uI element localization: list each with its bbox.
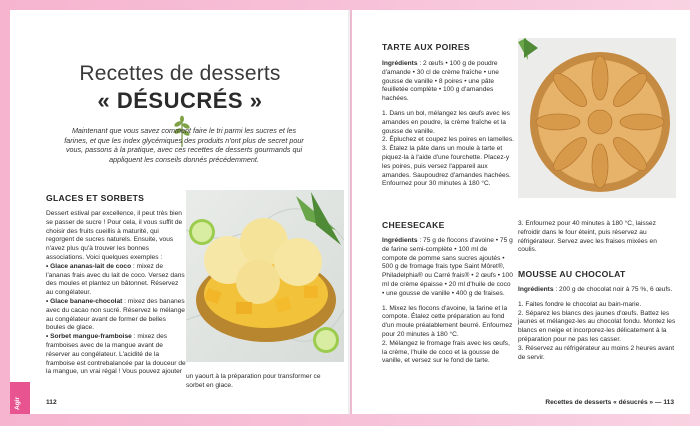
ingredients-text: : 2 œufs • 100 g de poudre d'amande • 30 cl de crème fraîche • une gousse de vanille • 8 poires • une pâte feuilletée complète • 100 g d'amandes hachées. <box>382 60 499 103</box>
glaces-item-ananas <box>46 263 186 298</box>
tarte-step-1: 1. Dans un bol, mélangez les œufs avec les amandes en poudre, la crème fraîche et la gousse de vanille. <box>382 109 510 135</box>
ingredients-text: : 200 g de chocolat noir à 75 %, 6 œufs. <box>553 286 673 293</box>
glaces-intro: Dessert estival par excellence, il peut très bien se passer de sucre ! Pour cela, il vous suffit de choisir des fruits cueillis à maturité, qui regorgent de sucres naturels. Ensuite, vous n'avez plus qu'à trouver les bonnes associations. Voici quelques exemples : <box>46 210 183 261</box>
cheesecake-step-3: 3. Enfournez pour 40 minutes à 180 °C, laissez refroidir dans le four éteint, puis réservez au réfrigérateur. Servez avec les fraises mixées en coulis. <box>518 220 657 254</box>
item-label: • Sorbet mangue-framboise <box>46 333 132 341</box>
tarte-step-2: 2. Épluchez et coupez les poires en lamelles. <box>382 136 514 144</box>
page-title-line2: « DÉSUCRÉS » <box>97 88 263 113</box>
section-heading-tarte: TARTE AUX POIRES <box>382 42 470 52</box>
glaces-tail-text: un yaourt à la préparation pour transformer ce sorbet en glace. <box>186 373 321 389</box>
mousse-step-2: 2. Séparez les blancs des jaunes d'œufs. Battez les jaunes et mélangez-les au chocolat fondu. Montez les blancs en neige et incorporez-les délicatement à la préparation pour ne pas les casser. <box>518 309 676 343</box>
left-page <box>10 10 350 414</box>
cheesecake-step-2: 2. Mélangez le fromage frais avec les œufs, la crème, l'huile de coco et la gousse de vanille, et versez sur le fond de tarte. <box>382 339 510 365</box>
side-tab-label: Agir <box>14 396 21 410</box>
cheesecake-step-1: 1. Mixez les flocons d'avoine, la farine et la compote. Étalez cette préparation au fond d'un moule préalablement beurré. Enfournez pour 20 minutes à 180 °C. <box>382 304 513 338</box>
tarte-step-3: 3. Étalez la pâte dans un moule à tarte et piquez-la à l'aide d'une fourchette. Placez-y les poires, puis versez l'appareil aux amandes. Saupoudrez d'amandes hachées. Enfournez pour 30 minutes à 180 °C. <box>382 145 511 188</box>
item-text: : mixez des bananes avec du cacao non sucré. Réservez le mélange au congélateur avant de former de belles boules de glace. <box>46 297 185 332</box>
section-heading-glaces: GLACES ET SORBETS <box>46 193 145 203</box>
item-text: : mixez des framboises avec de la mangue avant de réserver au congélateur. L'acidité de la framboise est contrebalancée par la douceur de la mangue, un vrai régal ! Vous pouvez ajouter <box>46 333 186 376</box>
page-footer-right: Recettes de desserts « désucrés » — 113 <box>545 399 674 406</box>
tarte-text-column <box>382 60 514 189</box>
mousse-step-1: 1. Faites fondre le chocolat au bain-marie. <box>518 300 642 308</box>
cheesecake-continued <box>518 220 676 255</box>
tarte-ingredients <box>382 60 514 104</box>
side-tab <box>10 382 30 414</box>
mousse-step-3: 3. Réservez au réfrigérateur au moins 2 heures avant de servir. <box>518 344 675 361</box>
ingredients-label: Ingrédients <box>382 237 418 244</box>
glaces-item-banane <box>46 298 186 333</box>
cheesecake-text-column <box>382 237 514 366</box>
item-label: • Glace ananas-lait de coco <box>46 262 132 270</box>
ingredients-text: : 75 g de flocons d'avoine • 75 g de farine semi-complète • 100 ml de compote de pomme sans sucres ajoutés • 500 g de fromage frais type Saint Môret®, Philadelphia® ou Carré frais® • 2 œufs • 100 ml de crème épaisse • 20 ml d'huile de coco • une gousse de vanille • 400 g de fraises. <box>382 237 513 297</box>
page-title-line1: Recettes de desserts <box>79 62 281 85</box>
intro-paragraph: Maintenant que vous savez comment faire le tri parmi les sucres et les farines, et que les index glycémiques des produits n'ont plus de secret pour vous, passons à la pratique, avec ces recettes de desserts gourmands qui appliquent les conseils donnés précédemment. <box>64 126 304 164</box>
glaces-text-column <box>46 210 186 377</box>
ingredients-label: Ingrédients <box>382 60 418 67</box>
right-page <box>352 10 690 414</box>
mousse-text-column <box>518 286 676 362</box>
section-heading-mousse: MOUSSE AU CHOCOLAT <box>518 269 626 279</box>
item-text: : mixez de l'ananas frais avec du lait de coco. Versez dans des moules et plantez un bâtonnet. Réservez au congélateur. <box>46 262 185 297</box>
pear-tart-photo <box>518 38 676 198</box>
glaces-item-sorbet <box>46 333 186 377</box>
page-number-left: 112 <box>46 399 57 406</box>
section-heading-cheesecake: CHEESECAKE <box>382 220 445 230</box>
ice-cream-photo <box>186 190 344 362</box>
item-label: • Glace banane-chocolat <box>46 297 123 305</box>
mousse-ingredients <box>518 286 676 295</box>
cheesecake-ingredients <box>382 237 514 299</box>
ingredients-label: Ingrédients <box>518 286 554 293</box>
